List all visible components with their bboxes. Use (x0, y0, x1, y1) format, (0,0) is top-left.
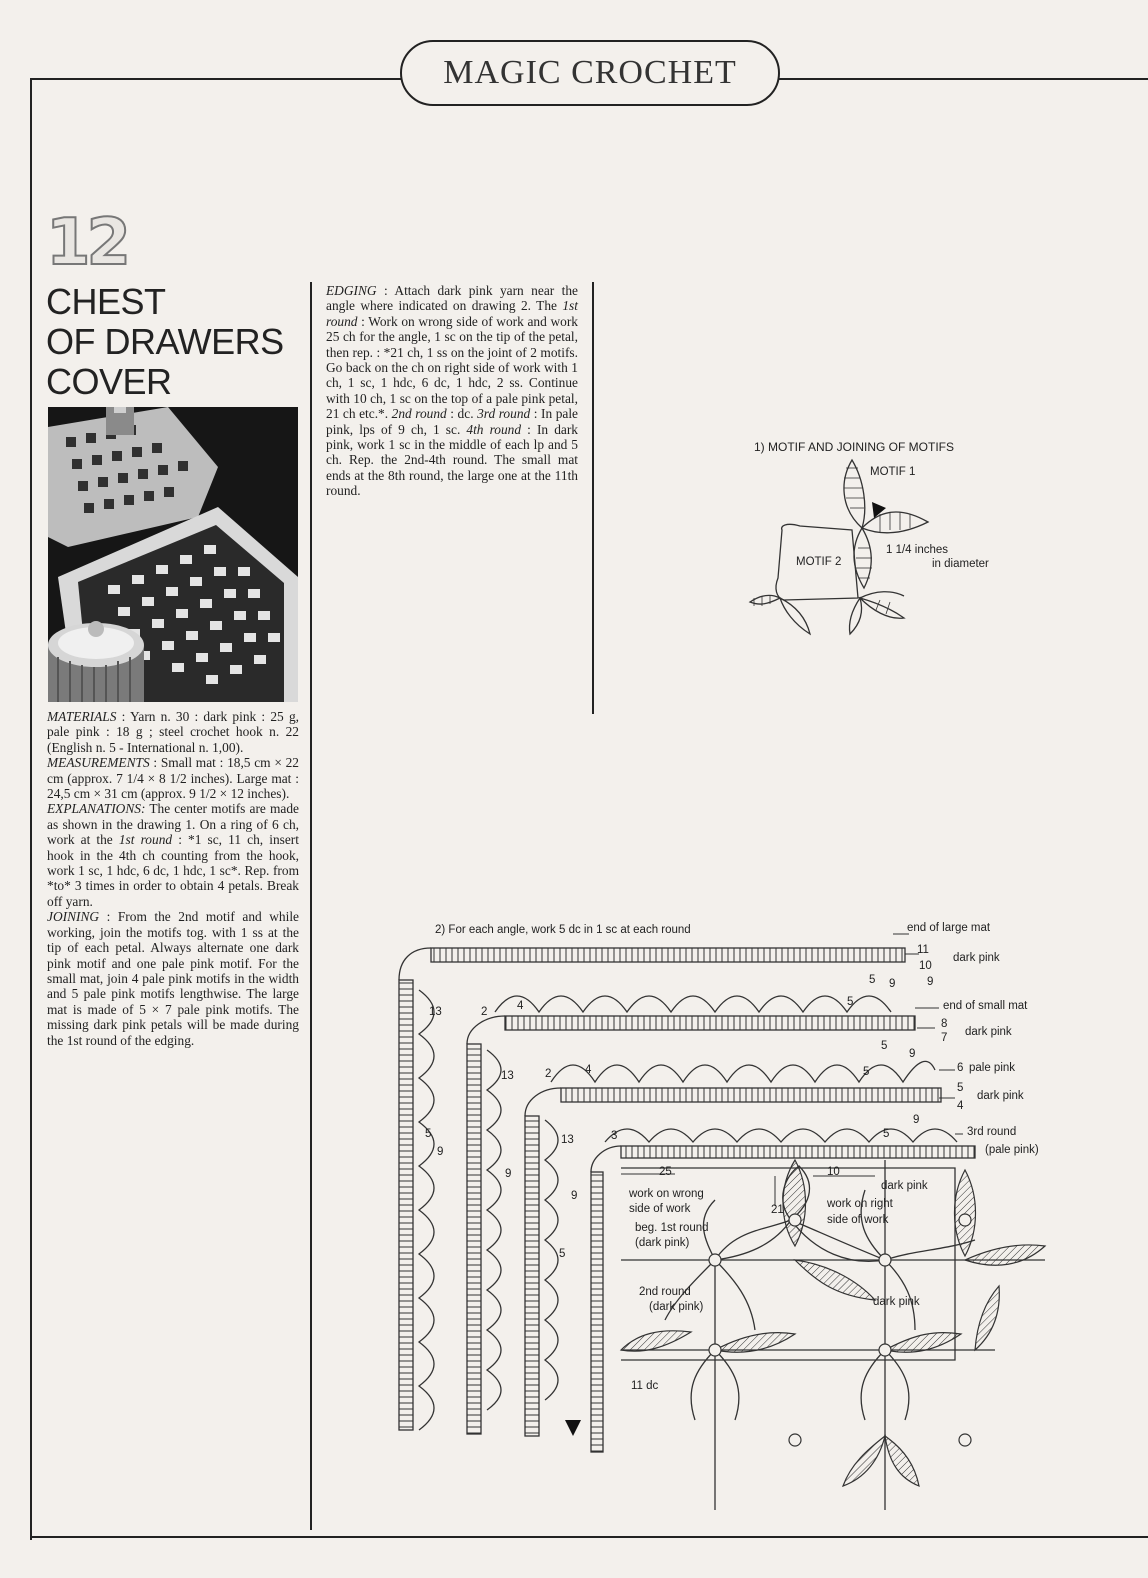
header-badge (400, 40, 780, 106)
label-end-small-mat: end of small mat (943, 1000, 1028, 1012)
label-11-dc: 11 dc (631, 1380, 659, 1392)
label-13a: 13 (429, 1006, 442, 1018)
figure-1 (740, 438, 1060, 638)
edging-text-3: : dc. (446, 406, 478, 422)
left-text-column (47, 709, 299, 1048)
title-line-1: CHEST (46, 281, 166, 322)
label-5b: 5 (847, 996, 854, 1008)
edging-round-1: 1st round (326, 298, 578, 329)
label-round-6: 6 (957, 1062, 964, 1074)
motif-1-label: MOTIF 1 (870, 466, 916, 478)
size-label-1: 1 1/4 inches (886, 544, 949, 556)
explanations-label: EXPLANATIONS: (47, 801, 146, 817)
edging-text-column (326, 283, 578, 499)
label-4b: 4 (585, 1064, 592, 1076)
label-9c: 9 (913, 1114, 920, 1126)
label-dark-pink-e: dark pink (873, 1296, 920, 1308)
label-dark-pink-d: dark pink (881, 1180, 928, 1192)
pattern-number: 12 (46, 206, 128, 280)
measurements-text: : Small mat : 18,5 cm × 22 cm (approx. 7 1/4 × 8 1/2 inches). Large mat : 24,5 cm × 31 cm (approx. 9 1/2 × 12 inches). (47, 755, 299, 802)
title-line-3: COVER (46, 361, 172, 402)
label-5d: 5 (863, 1066, 870, 1078)
label-5a: 5 (869, 974, 876, 986)
label-beg-1: beg. 1st round (635, 1222, 709, 1234)
label-third-round-sub: (pale pink) (985, 1144, 1039, 1156)
edging-round-2: 2nd round (391, 406, 447, 422)
label-third-round: 3rd round (967, 1126, 1017, 1138)
materials-text: : Yarn n. 30 : dark pink : 25 g, pale pink : 18 g ; steel crochet hook n. 22 (English n. 5 - International n. 1,00). (47, 709, 299, 755)
label-9e: 9 (505, 1168, 512, 1180)
materials-label: MATERIALS (47, 709, 117, 724)
explanations-paragraph (47, 801, 299, 909)
label-13c: 13 (561, 1134, 574, 1146)
edging-text-4: : In pale pink, lps of 9 ch, 1 sc. (326, 406, 578, 437)
label-21: 21 (771, 1204, 784, 1216)
figure-2-title: 2) For each angle, work 5 dc in 1 sc at each round (435, 924, 691, 936)
label-10: 10 (827, 1166, 840, 1178)
product-photo (48, 407, 298, 702)
edging-label: EDGING (326, 283, 377, 298)
label-2a: 2 (481, 1006, 488, 1018)
label-13b: 13 (501, 1070, 514, 1082)
explanations-text-2: : *1 sc, 11 ch, insert hook in the 4th ch counting from the hook, work 1 sc, 1 hdc, 6 dc, 1 hdc, 1 sc*. Rep. from *to* 3 times in order to obtain 4 petals. Break off yarn. (47, 832, 299, 909)
column-rule-left (310, 282, 312, 1530)
joining-paragraph (47, 909, 299, 1048)
label-second-round-2: (dark pink) (649, 1301, 704, 1313)
edging-text-1: : Attach dark pink yarn near the angle where indicated on drawing 2. The (326, 283, 578, 314)
label-dark-pink-c: dark pink (977, 1090, 1024, 1102)
label-wrong-side-1: work on wrong (629, 1188, 704, 1200)
explanations-text-1: The center motifs are made as shown in the drawing 1. On a ring of 6 ch, work at the (47, 801, 299, 848)
pattern-title (46, 282, 302, 402)
label-wrong-side-2: side of work (629, 1203, 691, 1215)
materials-paragraph (47, 709, 299, 755)
figure-2 (395, 920, 1055, 1520)
left-margin-rule (30, 80, 32, 1540)
label-right-side-1: work on right (827, 1198, 893, 1210)
size-label-2: in diameter (932, 558, 989, 570)
label-round-8: 8 (941, 1018, 948, 1030)
label-pale-pink: pale pink (969, 1062, 1016, 1074)
label-5f: 5 (425, 1128, 432, 1140)
label-round-5: 5 (957, 1082, 964, 1094)
label-round-4: 4 (957, 1100, 964, 1112)
edging-round-4: 4th round (466, 421, 522, 437)
start-arrow (565, 1420, 581, 1436)
label-9a: 9 (889, 978, 896, 990)
label-round-10: 10 (919, 960, 932, 972)
title-line-2: OF DRAWERS (46, 321, 284, 362)
edging-text-5: : In dark pink, work 1 sc in the middle of each lp and 5 ch. Rep. the 2nd-4th round. The small mat ends at the 8th round, the large one at the 11th round. (326, 421, 578, 499)
label-end-large-mat: end of large mat (907, 922, 991, 934)
label-round-11: 11 (917, 944, 929, 956)
measurements-paragraph (47, 755, 299, 801)
label-9f: 9 (571, 1190, 578, 1202)
motif-2-label: MOTIF 2 (796, 556, 842, 568)
joining-label: JOINING (47, 909, 100, 925)
label-5e: 5 (883, 1128, 890, 1140)
label-dark-pink-b: dark pink (965, 1026, 1012, 1038)
measurements-label: MEASUREMENTS (47, 755, 150, 771)
bottom-rule (30, 1536, 1148, 1538)
edging-round-3: 3rd round (477, 406, 531, 422)
label-beg-2: (dark pink) (635, 1237, 690, 1249)
label-9b: 9 (909, 1048, 916, 1060)
label-dark-pink-a: dark pink (953, 952, 1000, 964)
label-round-9: 9 (927, 976, 934, 988)
explanations-round: 1st round (118, 832, 173, 848)
label-2b: 2 (545, 1068, 552, 1080)
label-5c: 5 (881, 1040, 888, 1052)
label-round-7: 7 (941, 1032, 948, 1044)
label-9d: 9 (437, 1146, 444, 1158)
joining-text: : From the 2nd motif and while working, join the motifs tog. with 1 ss at the tip of each petal. Always alternate one dark pink motif and one pale pink motif. For the small mat, join 4 pale pink motifs in the width and 5 pale pink motifs lengthwise. The large mat is made of 5 × 7 pale pink motifs. The missing dark pink petals will be made during the 1st round of the edging. (47, 909, 299, 1048)
edging-paragraph (326, 283, 578, 499)
figure-1-title: 1) MOTIF AND JOINING OF MOTIFS (754, 440, 954, 454)
edging-text-2: : Work on wrong side of work and work 25 ch for the angle, 1 sc on the tip of the petal, then rep. : *21 ch, 1 ss on the joint of 2 motifs. Go back on the ch on right side of work with 1 ch, 1 sc, 1 hdc, 6 dc, 1 hdc, 2 ss. Continue with 10 ch, 1 sc on the top of a pale pink petal, 21 ch etc.*. (326, 313, 578, 422)
label-3: 3 (611, 1130, 618, 1142)
column-rule-middle (592, 282, 594, 714)
label-5g: 5 (559, 1248, 566, 1260)
label-25: 25 (659, 1166, 672, 1178)
label-right-side-2: side of work (827, 1214, 889, 1226)
photo-illustration (48, 407, 298, 702)
label-second-round-1: 2nd round (639, 1286, 691, 1298)
magazine-title: MAGIC CROCHET (443, 54, 737, 91)
label-4a: 4 (517, 1000, 524, 1012)
